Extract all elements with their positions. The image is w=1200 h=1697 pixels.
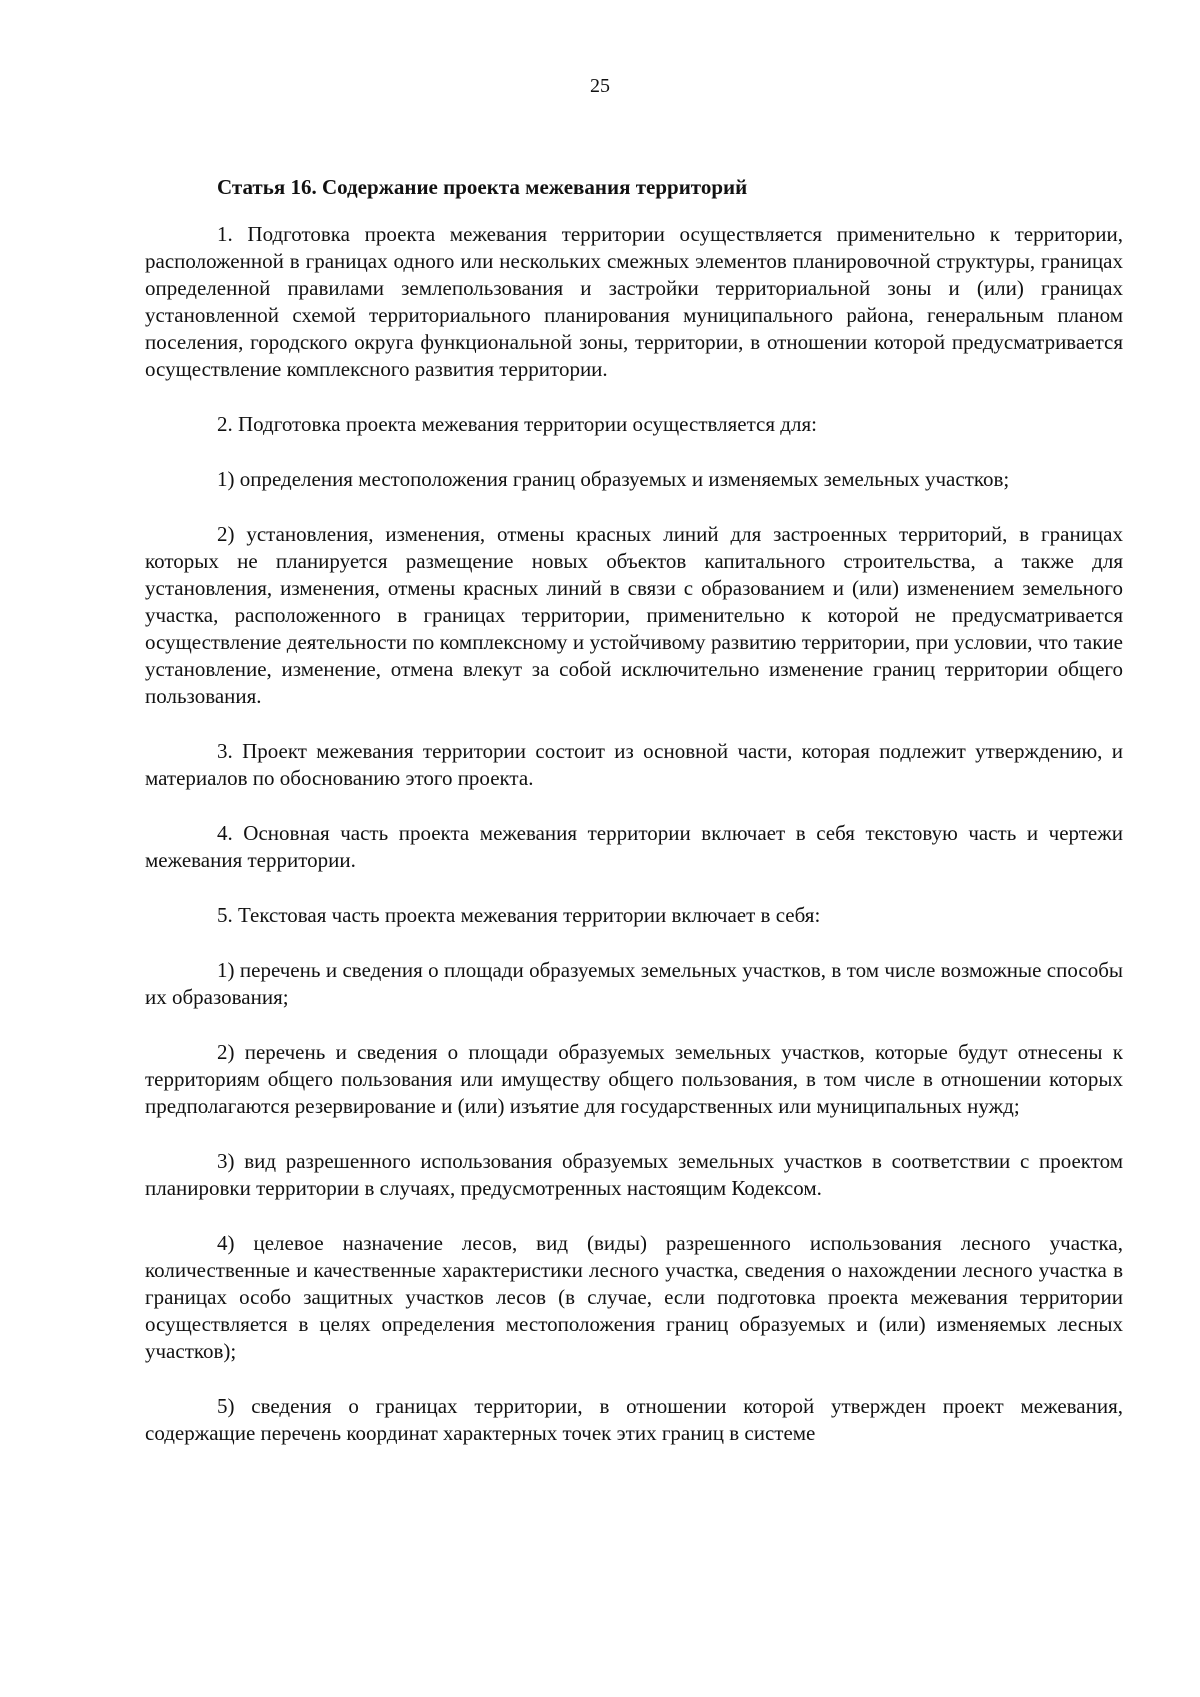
paragraph-3: 3. Проект межевания территории состоит из основной части, которая подлежит утверждению, и материалов по обоснованию этого проекта. <box>145 739 1123 790</box>
paragraph-2-item-1: 1) определения местоположения границ образуемых и изменяемых земельных участков; <box>217 467 1010 491</box>
paragraph-5-item-3: 3) вид разрешенного использования образуемых земельных участков в соответствии с проектом планировки территории в случаях, предусмотренных настоящим Кодексом. <box>145 1149 1123 1200</box>
paragraph-2-item-2: 2) установления, изменения, отмены красных линий для застроенных территорий, в границах которых не планируется размещение новых объектов капитального строительства, а также для установления, изменения, отмены красных линий в связи с образованием и (или) изменением земельного участка, расположенного в границах территории, применительно к которой не предусматривается осуществление деятельности по комплексному и устойчивому развитию территории, при условии, что такие установление, изменение, отмена влекут за собой исключительно изменение границ территории общего пользования. <box>145 522 1123 708</box>
paragraph-5-item-4: 4) целевое назначение лесов, вид (виды) разрешенного использования лесного участка, количественные и качественные характеристики лесного участка, сведения о нахождении лесного участка в границах особо защитных участков лесов (в случае, если подготовка проекта межевания территории осуществляется в целях определения местоположения границ образуемых и (или) изменяемых лесных участков); <box>145 1231 1123 1363</box>
page-number: 25 <box>590 75 610 97</box>
paragraph-2: 2. Подготовка проекта межевания территории осуществляется для: <box>217 412 817 436</box>
article-title: Статья 16. Содержание проекта межевания территорий <box>217 175 748 199</box>
paragraph-5: 5. Текстовая часть проекта межевания территории включает в себя: <box>217 903 821 927</box>
article-body <box>145 172 1123 1447</box>
paragraph-5-item-5: 5) сведения о границах территории, в отношении которой утвержден проект межевания, содержащие перечень координат характерных точек этих границ в системе <box>145 1394 1123 1445</box>
paragraph-5-item-2: 2) перечень и сведения о площади образуемых земельных участков, которые будут отнесены к территориям общего пользования или имуществу общего пользования, в том числе в отношении которых предполагаются резервирование и (или) изъятие для государственных или муниципальных нужд; <box>145 1040 1123 1118</box>
paragraph-4: 4. Основная часть проекта межевания территории включает в себя текстовую часть и чертежи межевания территории. <box>145 821 1123 872</box>
paragraph-5-item-1: 1) перечень и сведения о площади образуемых земельных участков, в том числе возможные способы их образования; <box>145 958 1123 1009</box>
paragraph-1: 1. Подготовка проекта межевания территории осуществляется применительно к территории, расположенной в границах одного или нескольких смежных элементов планировочной структуры, границах определенной правилами землепользования и застройки территориальной зоны и (или) границах установленной схемой территориального планирования муниципального района, генеральным планом поселения, городского округа функциональной зоны, территории, в отношении которой предусматривается осуществление комплексного развития территории. <box>145 222 1123 381</box>
